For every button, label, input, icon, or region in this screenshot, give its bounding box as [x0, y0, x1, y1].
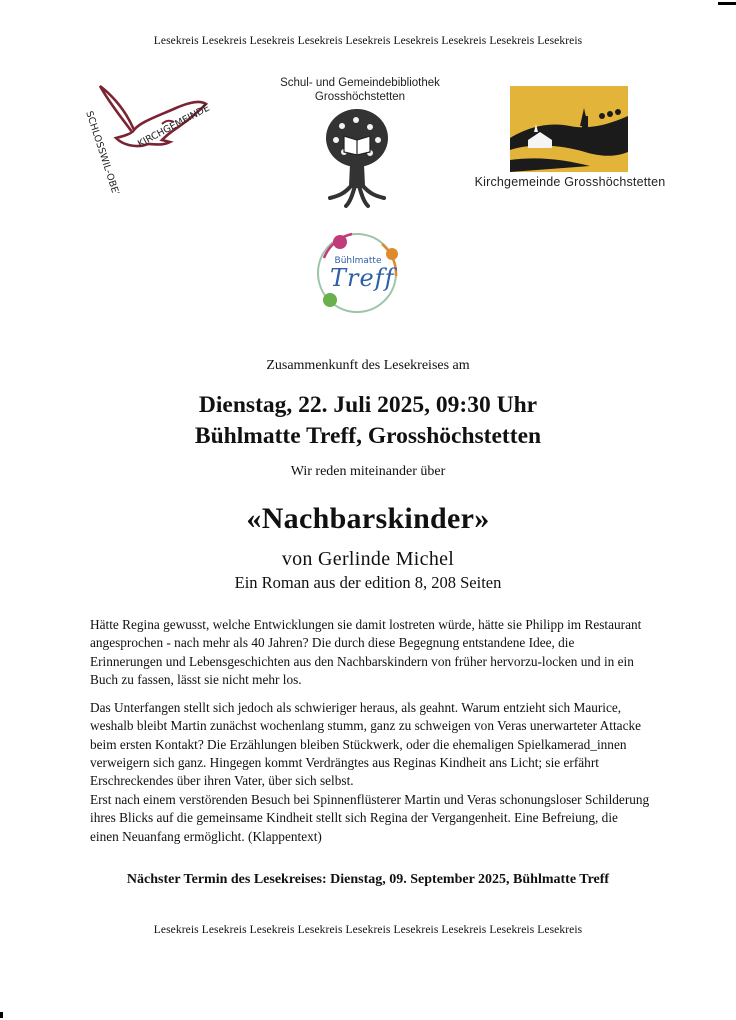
seal-top-text: KIRCHGEMEINDE: [136, 102, 212, 150]
treff-word: Treff: [330, 264, 395, 292]
book-title: «Nachbarskinder»: [246, 502, 490, 535]
kirchgemeinde-schlosswil-logo: [78, 78, 228, 193]
talk-line: Wir reden miteinander über: [290, 464, 446, 479]
scan-corner-mark: [0, 1012, 3, 1018]
library-town: Grosshöchstetten: [314, 91, 406, 103]
treff-name: Bühlmatte: [334, 256, 382, 266]
book-edition: Ein Roman aus der edition 8, 208 Seiten: [234, 573, 502, 592]
footer-band: Lesekreis Lesekreis Lesekreis Lesekreis Lesekreis Lesekreis Lesekreis Lesekreis Lesekreis: [153, 924, 583, 936]
header-band: Lesekreis Lesekreis Lesekreis Lesekreis Lesekreis Lesekreis Lesekreis Lesekreis Lesekreis: [153, 35, 583, 47]
seal-arc-text: SCHLOSSWIL-OBERHÜNIGEN: [83, 109, 136, 193]
book-author: von Gerlinde Michel: [281, 548, 455, 570]
buehlmatte-treff-logo: [312, 228, 402, 318]
grosshoechstetten-landscape-logo: [510, 86, 628, 172]
blurb-paragraph: Hätte Regina gewusst, welche Entwicklungen sie damit lostreten würde, hätte sie Philipp im Restaurant angesprochen - nach mehr als 40 Jahren? Die durch diese Begegnung entstandene Idee, die Erinnerungen und Lebensgeschichten aus den Nachbarskindern von früher hervorzu-locken und in ein Buch zu fassen, lässt sie nicht mehr los.: [90, 617, 642, 687]
blurb-paragraph: Erst nach einem verstörenden Besuch bei Spinnenflüsterer Martin und Veras schonungsloser Schilderung ihres Blicks auf die gemeinsame Kindheit stellt sich Regina der Vergangenheit. Eine Befreiung, die einen Neuanfang ermöglicht. (Klappentext): [90, 792, 650, 844]
library-name: Schul- und Gemeindebibliothek: [280, 77, 440, 89]
scan-corner-mark: [718, 2, 736, 5]
intro-line: Zusammenkunft des Lesekreises am: [266, 358, 470, 373]
blurb-paragraph: Das Unterfangen stellt sich jedoch als schwieriger heraus, als geahnt. Warum entzieht sich Maurice, weshalb bleibt Martin zunächst wochenlang stumm, ganz zu schweigen von Veras unerwarteter Attacke beim ersten Kontakt? Die Erzählungen bleiben Stückwerk, oder die ehemaligen Spielkamerad_innen verweigern sich ganz. Hingegen kommt Verdrängtes aus Reginas Kindheit ans Licht; sie erfährt Erschreckendes über ihren Vater, über sich selbst.: [90, 700, 642, 789]
book-tree-icon: [322, 108, 392, 210]
event-place: Bühlmatte Treff, Grosshöchstetten: [194, 423, 542, 449]
kirchgemeinde-label: Kirchgemeinde Grosshöchstetten: [474, 175, 666, 189]
event-date: Dienstag, 22. Juli 2025, 09:30 Uhr: [198, 392, 538, 418]
next-meeting: Nächster Termin des Lesekreises: Dienstag, 09. September 2025, Bühlmatte Treff: [126, 872, 610, 887]
library-title: [255, 76, 465, 104]
